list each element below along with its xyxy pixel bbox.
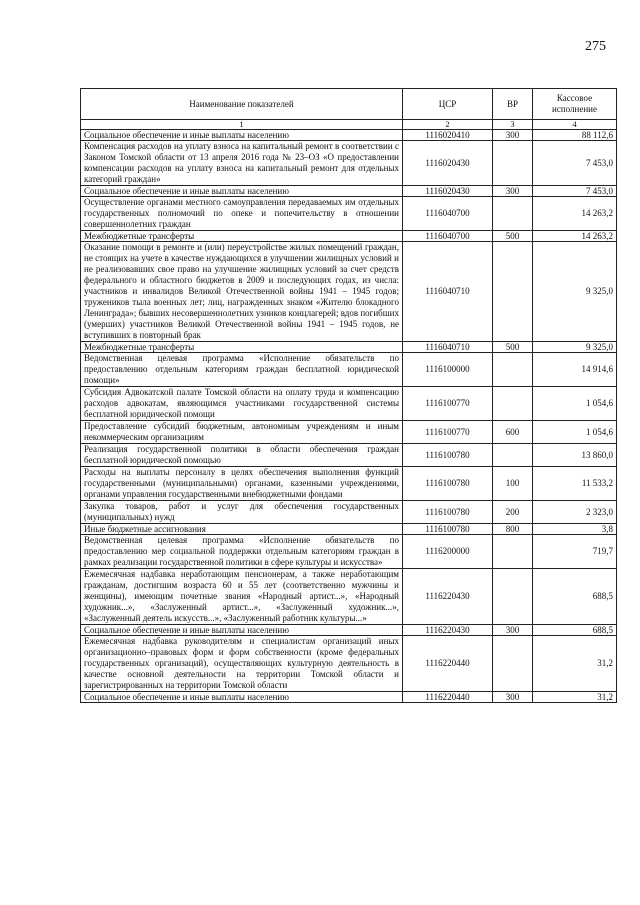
row-vr: [493, 197, 533, 231]
row-csr: 1116200000: [403, 535, 493, 569]
table-row: [81, 692, 617, 703]
table-row: [81, 353, 617, 387]
row-csr: 1116100000: [403, 353, 493, 387]
row-amount: 14 263,2: [533, 231, 617, 242]
row-csr: 1116040700: [403, 231, 493, 242]
table-header-row: [81, 89, 617, 120]
row-name: Социальное обеспечение и иные выплаты населению: [81, 130, 403, 141]
table-row: [81, 342, 617, 353]
row-csr: 1116020430: [403, 186, 493, 197]
row-amount: 88 112,6: [533, 130, 617, 141]
row-name: Социальное обеспечение и иные выплаты населению: [81, 186, 403, 197]
table-row: [81, 141, 617, 186]
table-row: [81, 569, 617, 625]
row-csr: 1116020430: [403, 141, 493, 186]
row-vr: [493, 636, 533, 692]
row-amount: 3,8: [533, 524, 617, 535]
column-number: 3: [493, 120, 533, 130]
table-row: [81, 197, 617, 231]
header-vr: ВР: [493, 89, 533, 120]
row-vr: 200: [493, 501, 533, 524]
row-vr: 300: [493, 130, 533, 141]
row-amount: 1 054,6: [533, 387, 617, 421]
table-row: [81, 636, 617, 692]
row-csr: 1116040710: [403, 242, 493, 342]
row-name: Социальное обеспечение и иные выплаты населению: [81, 625, 403, 636]
row-csr: 1116220430: [403, 625, 493, 636]
header-amount: Кассовое исполнение: [533, 89, 617, 120]
table-row: [81, 625, 617, 636]
row-amount: 14 914,6: [533, 353, 617, 387]
row-vr: 800: [493, 524, 533, 535]
page-number: 275: [585, 39, 606, 54]
row-amount: 31,2: [533, 636, 617, 692]
table-row: [81, 535, 617, 569]
row-name: Ежемесячная надбавка руководителям и специалистам организаций иных организационно–правовых форм и форм собственности (кроме федеральных государственных организаций), осуществляющих культурную деятельность в качестве основной деятельности на территории Томской области и зарегистрированных на территории Томской области: [81, 636, 403, 692]
row-amount: 688,5: [533, 569, 617, 625]
row-vr: [493, 387, 533, 421]
row-name: Ведомственная целевая программа «Исполнение обязательств по предоставлению отдельным категориям граждан бесплатной юридической помощи»: [81, 353, 403, 387]
row-amount: 7 453,0: [533, 186, 617, 197]
row-csr: 1116020410: [403, 130, 493, 141]
row-vr: 500: [493, 342, 533, 353]
row-csr: 1116100780: [403, 524, 493, 535]
table-row: [81, 467, 617, 501]
row-name: Осуществление органами местного самоуправления передаваемых им отдельных государственных полномочий по опеке и попечительству в отношении совершеннолетних граждан: [81, 197, 403, 231]
row-vr: [493, 242, 533, 342]
row-vr: 500: [493, 231, 533, 242]
row-name: Реализация государственной политики в области обеспечения граждан бесплатной юридической помощью: [81, 444, 403, 467]
row-name: Иные бюджетные ассигнования: [81, 524, 403, 535]
row-vr: [493, 569, 533, 625]
row-name: Предоставление субсидий бюджетным, автономным учреждениям и иным некоммерческим организациям: [81, 421, 403, 444]
row-amount: 719,7: [533, 535, 617, 569]
row-amount: 31,2: [533, 692, 617, 703]
row-vr: [493, 535, 533, 569]
row-csr: 1116220440: [403, 692, 493, 703]
column-number: 1: [81, 120, 403, 130]
table-row: [81, 231, 617, 242]
row-name: Закупка товаров, работ и услуг для обеспечения государственных (муниципальных) нужд: [81, 501, 403, 524]
header-csr: ЦСР: [403, 89, 493, 120]
row-vr: 100: [493, 467, 533, 501]
row-name: Ежемесячная надбавка неработающим пенсионерам, а также неработающим гражданам, достигшим возраста 60 и 55 лет (соответственно мужчины и женщины), имеющим почетные звания «Народный артист...», «Народный художник...», «Заслуженный артист...», «Заслуженный художник...», «Заслуженный деятель искусств...», «Заслуженный работник культуры...»: [81, 569, 403, 625]
row-vr: [493, 141, 533, 186]
row-csr: 1116100780: [403, 501, 493, 524]
table-row: [81, 421, 617, 444]
row-vr: [493, 444, 533, 467]
row-csr: 1116040710: [403, 342, 493, 353]
row-amount: 2 323,0: [533, 501, 617, 524]
row-csr: 1116040700: [403, 197, 493, 231]
row-amount: 7 453,0: [533, 141, 617, 186]
row-name: Субсидия Адвокатской палате Томской области на оплату труда и компенсацию расходов адвокатам, являющимся участниками государственной системы бесплатной юридической помощи: [81, 387, 403, 421]
row-amount: 9 325,0: [533, 242, 617, 342]
row-amount: 1 054,6: [533, 421, 617, 444]
column-number: 2: [403, 120, 493, 130]
row-amount: 688,5: [533, 625, 617, 636]
row-csr: 1116100770: [403, 421, 493, 444]
row-name: Межбюджетные трансферты: [81, 231, 403, 242]
row-csr: 1116100770: [403, 387, 493, 421]
table-row: [81, 130, 617, 141]
table-row: [81, 524, 617, 535]
table-row: [81, 444, 617, 467]
column-number: 4: [533, 120, 617, 130]
row-name: Расходы на выплаты персоналу в целях обеспечения выполнения функций государственными (муниципальными) органами, казенными учреждениями, органами управления государственными внебюджетными фондами: [81, 467, 403, 501]
row-vr: 300: [493, 625, 533, 636]
row-amount: 11 533,2: [533, 467, 617, 501]
row-csr: 1116100780: [403, 467, 493, 501]
row-name: Оказание помощи в ремонте и (или) переустройстве жилых помещений граждан, не стоящих на учете в качестве нуждающихся в улучшении жилищных условий и не реализовавших свое право на улучшение жилищных условий за счет средств федерального и областного бюджетов в 2009 и последующих годах, из числа: участников и инвалидов Великой Отечественной войны 1941 – 1945 годов; тружеников тыла военных лет; лиц, награжденных знаком «Жителю блокадного Ленинграда»; бывших несовершеннолетних узников концлагерей; вдов погибших (умерших) участников Великой Отечественной войны 1941 – 1945 годов, не вступивших в повторный брак: [81, 242, 403, 342]
row-csr: 1116220430: [403, 569, 493, 625]
row-vr: 300: [493, 692, 533, 703]
row-vr: [493, 353, 533, 387]
row-amount: 9 325,0: [533, 342, 617, 353]
row-name: Социальное обеспечение и иные выплаты населению: [81, 692, 403, 703]
row-amount: 14 263,2: [533, 197, 617, 231]
column-number-row: [81, 120, 617, 130]
row-csr: 1116100780: [403, 444, 493, 467]
header-name: Наименование показателей: [81, 89, 403, 120]
row-name: Компенсация расходов на уплату взноса на капитальный ремонт в соответствии с Законом Томской области от 13 апреля 2016 года № 23–ОЗ «О предоставлении компенсации расходов на уплату взноса на капитальный ремонт для отдельных категорий граждан»: [81, 141, 403, 186]
row-name: Ведомственная целевая программа «Исполнение обязательств по предоставлению мер социальной поддержки отдельным категориям граждан в рамках реализации государственной политики в сфере культуры и искусства»: [81, 535, 403, 569]
row-vr: 300: [493, 186, 533, 197]
row-amount: 13 860,0: [533, 444, 617, 467]
table-row: [81, 501, 617, 524]
table-row: [81, 242, 617, 342]
table-row: [81, 387, 617, 421]
row-name: Межбюджетные трансферты: [81, 342, 403, 353]
table-body: [81, 130, 617, 703]
row-vr: 600: [493, 421, 533, 444]
budget-execution-table: [80, 88, 617, 703]
table-row: [81, 186, 617, 197]
row-csr: 1116220440: [403, 636, 493, 692]
